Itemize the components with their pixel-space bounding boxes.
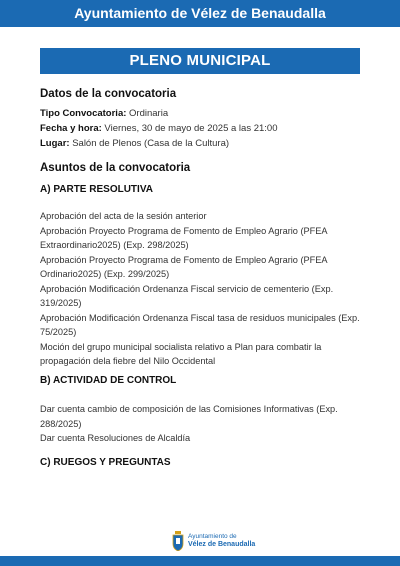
list-item: Dar cuenta cambio de composición de las Comisiones Informativas (Exp. 288/2025) xyxy=(40,404,338,429)
lugar-value: Salón de Plenos (Casa de la Cultura) xyxy=(72,138,230,149)
tipo-label: Tipo Convocatoria: xyxy=(40,108,127,119)
datos-details xyxy=(40,106,370,151)
fecha-label: Fecha y hora: xyxy=(40,123,102,134)
footer-logo xyxy=(172,530,262,552)
datos-heading: Datos de la convocatoria xyxy=(40,88,177,100)
list-item: Aprobación Proyecto Programa de Fomento de Empleo Agrario (PFEA Ordinario2025) (Exp. 299/2025) xyxy=(40,254,328,279)
fecha-value: Viernes, 30 de mayo de 2025 a las 21:00 xyxy=(104,123,278,134)
tipo-row xyxy=(40,106,370,121)
list-item: Aprobación Modificación Ordenanza Fiscal tasa de residuos municipales (Exp. 75/2025) xyxy=(40,312,360,337)
page-title: PLENO MUNICIPAL xyxy=(129,52,271,69)
page-title-banner xyxy=(40,48,360,74)
parte-resolutiva-list xyxy=(40,209,370,369)
footer-line1: Ayuntamiento de xyxy=(188,533,237,540)
header-bar xyxy=(0,0,400,27)
actividad-control-heading: B) ACTIVIDAD DE CONTROL xyxy=(40,375,177,386)
list-item: Moción del grupo municipal socialista relativo a Plan para combatir la propagación dela fiebre del Nilo Occidental xyxy=(40,341,322,366)
lugar-label: Lugar: xyxy=(40,138,70,149)
parte-resolutiva-heading: A) PARTE RESOLUTIVA xyxy=(40,184,153,195)
tipo-value: Ordinaria xyxy=(129,108,169,119)
actividad-control-list xyxy=(40,402,370,446)
ruegos-heading: C) RUEGOS Y PREGUNTAS xyxy=(40,457,171,468)
list-item: Aprobación Proyecto Programa de Fomento de Empleo Agrario (PFEA Extraordinario2025) (Exp. 298/2025) xyxy=(40,225,328,250)
header-title: Ayuntamiento de Vélez de Benaudalla xyxy=(74,5,326,21)
footer-line2: Vélez de Benaudalla xyxy=(188,541,256,548)
fecha-row xyxy=(40,121,370,136)
list-item: Aprobación del acta de la sesión anterior xyxy=(40,211,207,221)
asuntos-heading: Asuntos de la convocatoria xyxy=(40,162,191,174)
lugar-row xyxy=(40,136,370,151)
municipal-crest-icon xyxy=(172,531,184,551)
footer-bar xyxy=(0,556,400,566)
list-item: Aprobación Modificación Ordenanza Fiscal servicio de cementerio (Exp. 319/2025) xyxy=(40,283,334,308)
list-item: Dar cuenta Resoluciones de Alcaldía xyxy=(40,433,191,443)
